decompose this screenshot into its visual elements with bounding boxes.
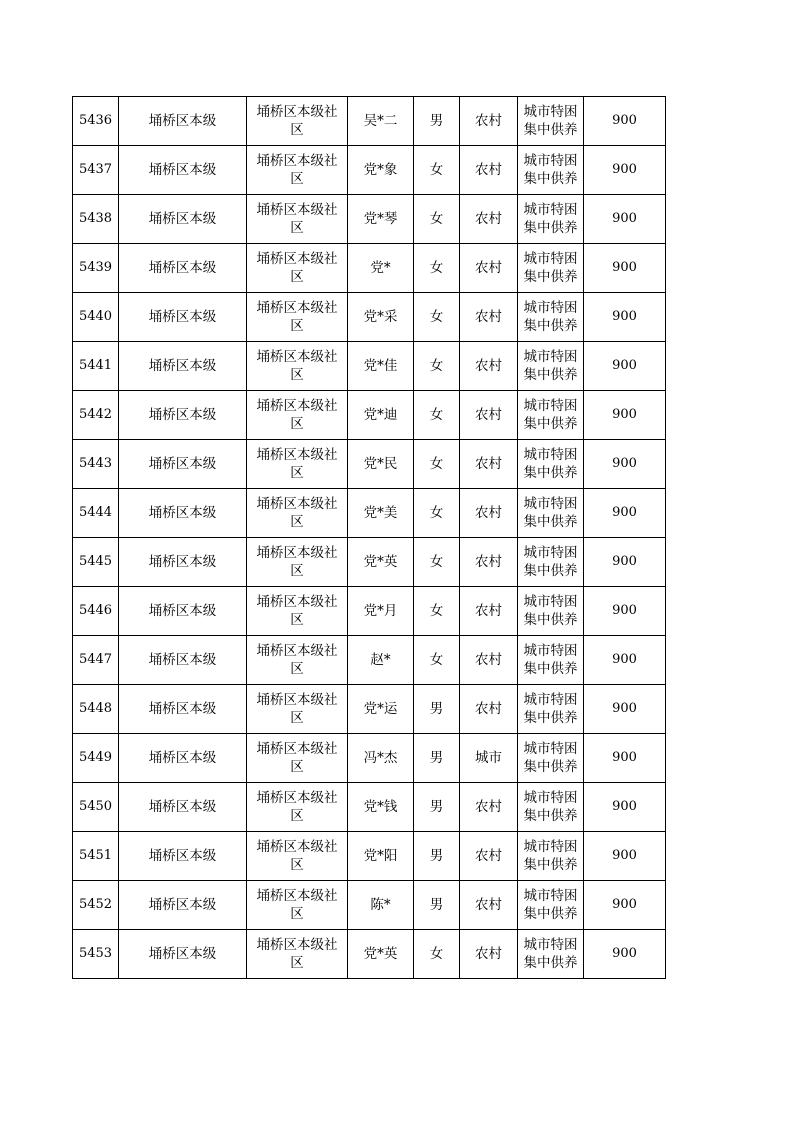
cell-id: 5436 — [73, 97, 119, 146]
cell-community-text: 埇桥区本级社区 — [256, 300, 338, 334]
cell-district: 埇桥区本级 — [119, 97, 247, 146]
table-row — [73, 636, 666, 685]
table-row — [73, 832, 666, 881]
cell-district: 埇桥区本级 — [119, 734, 247, 783]
cell-gender: 女 — [414, 930, 460, 979]
table-row — [73, 146, 666, 195]
cell-community — [247, 881, 348, 930]
cell-community — [247, 146, 348, 195]
cell-gender: 女 — [414, 244, 460, 293]
cell-district: 埇桥区本级 — [119, 930, 247, 979]
cell-community — [247, 587, 348, 636]
cell-community — [247, 734, 348, 783]
cell-gender: 女 — [414, 587, 460, 636]
cell-amount: 900 — [584, 538, 666, 587]
cell-area: 农村 — [460, 685, 518, 734]
cell-type-text: 城市特困集中供养 — [523, 153, 578, 187]
cell-district: 埇桥区本级 — [119, 244, 247, 293]
cell-area: 农村 — [460, 97, 518, 146]
cell-gender: 男 — [414, 97, 460, 146]
cell-type — [518, 636, 584, 685]
cell-area: 农村 — [460, 881, 518, 930]
cell-gender: 女 — [414, 489, 460, 538]
table-row — [73, 342, 666, 391]
cell-name: 党*采 — [348, 293, 414, 342]
cell-amount: 900 — [584, 244, 666, 293]
table-row — [73, 293, 666, 342]
cell-community-text: 埇桥区本级社区 — [256, 447, 338, 481]
cell-gender: 男 — [414, 685, 460, 734]
table-row — [73, 489, 666, 538]
table-row — [73, 538, 666, 587]
cell-area: 农村 — [460, 930, 518, 979]
cell-district: 埇桥区本级 — [119, 538, 247, 587]
cell-community-text: 埇桥区本级社区 — [256, 104, 338, 138]
cell-area: 农村 — [460, 538, 518, 587]
cell-area: 农村 — [460, 489, 518, 538]
cell-gender: 女 — [414, 293, 460, 342]
cell-name: 党*钱 — [348, 783, 414, 832]
cell-id: 5446 — [73, 587, 119, 636]
cell-community — [247, 342, 348, 391]
cell-type-text: 城市特困集中供养 — [523, 839, 578, 873]
cell-area: 农村 — [460, 783, 518, 832]
cell-type-text: 城市特困集中供养 — [523, 888, 578, 922]
cell-type — [518, 97, 584, 146]
cell-type-text: 城市特困集中供养 — [523, 251, 578, 285]
cell-district: 埇桥区本级 — [119, 587, 247, 636]
cell-area: 农村 — [460, 636, 518, 685]
table-row — [73, 244, 666, 293]
cell-type — [518, 489, 584, 538]
cell-community-text: 埇桥区本级社区 — [256, 692, 338, 726]
cell-district: 埇桥区本级 — [119, 440, 247, 489]
cell-type — [518, 244, 584, 293]
cell-amount: 900 — [584, 146, 666, 195]
cell-amount: 900 — [584, 881, 666, 930]
table-row — [73, 930, 666, 979]
cell-area: 城市 — [460, 734, 518, 783]
cell-gender: 男 — [414, 783, 460, 832]
cell-name: 赵* — [348, 636, 414, 685]
cell-community-text: 埇桥区本级社区 — [256, 937, 338, 971]
cell-community-text: 埇桥区本级社区 — [256, 643, 338, 677]
cell-name: 党*运 — [348, 685, 414, 734]
cell-name: 党*琴 — [348, 195, 414, 244]
cell-id: 5452 — [73, 881, 119, 930]
cell-name: 党* — [348, 244, 414, 293]
cell-area: 农村 — [460, 587, 518, 636]
cell-gender: 女 — [414, 636, 460, 685]
cell-gender: 男 — [414, 832, 460, 881]
cell-district: 埇桥区本级 — [119, 342, 247, 391]
cell-type — [518, 440, 584, 489]
cell-amount: 900 — [584, 685, 666, 734]
cell-district: 埇桥区本级 — [119, 146, 247, 195]
cell-amount: 900 — [584, 587, 666, 636]
cell-type-text: 城市特困集中供养 — [523, 790, 578, 824]
cell-amount: 900 — [584, 195, 666, 244]
table-row — [73, 685, 666, 734]
cell-community — [247, 636, 348, 685]
cell-name: 陈* — [348, 881, 414, 930]
cell-community-text: 埇桥区本级社区 — [256, 398, 338, 432]
cell-community-text: 埇桥区本级社区 — [256, 741, 338, 775]
table-row — [73, 783, 666, 832]
cell-area: 农村 — [460, 293, 518, 342]
table-row — [73, 97, 666, 146]
cell-type — [518, 293, 584, 342]
cell-name: 党*阳 — [348, 832, 414, 881]
cell-type — [518, 587, 584, 636]
cell-community — [247, 783, 348, 832]
table-row — [73, 391, 666, 440]
cell-gender: 女 — [414, 342, 460, 391]
cell-community — [247, 538, 348, 587]
cell-id: 5439 — [73, 244, 119, 293]
cell-district: 埇桥区本级 — [119, 685, 247, 734]
cell-area: 农村 — [460, 146, 518, 195]
cell-id: 5438 — [73, 195, 119, 244]
cell-community-text: 埇桥区本级社区 — [256, 839, 338, 873]
cell-name: 冯*杰 — [348, 734, 414, 783]
cell-area: 农村 — [460, 244, 518, 293]
cell-community-text: 埇桥区本级社区 — [256, 496, 338, 530]
cell-type — [518, 538, 584, 587]
cell-amount: 900 — [584, 930, 666, 979]
cell-type — [518, 342, 584, 391]
cell-name: 党*英 — [348, 538, 414, 587]
cell-area: 农村 — [460, 440, 518, 489]
cell-amount: 900 — [584, 342, 666, 391]
cell-id: 5437 — [73, 146, 119, 195]
cell-id: 5453 — [73, 930, 119, 979]
cell-community — [247, 391, 348, 440]
cell-community — [247, 97, 348, 146]
cell-community-text: 埇桥区本级社区 — [256, 349, 338, 383]
cell-amount: 900 — [584, 489, 666, 538]
cell-type — [518, 685, 584, 734]
cell-name: 党*迪 — [348, 391, 414, 440]
cell-type-text: 城市特困集中供养 — [523, 398, 578, 432]
roster-body — [73, 97, 666, 979]
cell-id: 5450 — [73, 783, 119, 832]
cell-district: 埇桥区本级 — [119, 832, 247, 881]
table-row — [73, 734, 666, 783]
cell-community-text: 埇桥区本级社区 — [256, 251, 338, 285]
cell-type-text: 城市特困集中供养 — [523, 447, 578, 481]
cell-type-text: 城市特困集中供养 — [523, 594, 578, 628]
cell-gender: 男 — [414, 881, 460, 930]
cell-type-text: 城市特困集中供养 — [523, 300, 578, 334]
cell-community — [247, 440, 348, 489]
cell-community-text: 埇桥区本级社区 — [256, 153, 338, 187]
cell-community-text: 埇桥区本级社区 — [256, 790, 338, 824]
cell-name: 党*英 — [348, 930, 414, 979]
cell-type-text: 城市特困集中供养 — [523, 104, 578, 138]
cell-district: 埇桥区本级 — [119, 391, 247, 440]
table-row — [73, 881, 666, 930]
cell-id: 5448 — [73, 685, 119, 734]
cell-type-text: 城市特困集中供养 — [523, 741, 578, 775]
cell-amount: 900 — [584, 734, 666, 783]
cell-type-text: 城市特困集中供养 — [523, 643, 578, 677]
cell-district: 埇桥区本级 — [119, 489, 247, 538]
cell-amount: 900 — [584, 832, 666, 881]
cell-community-text: 埇桥区本级社区 — [256, 545, 338, 579]
roster-table — [72, 96, 666, 979]
cell-community-text: 埇桥区本级社区 — [256, 888, 338, 922]
cell-name: 党*月 — [348, 587, 414, 636]
cell-amount: 900 — [584, 97, 666, 146]
cell-community — [247, 244, 348, 293]
cell-area: 农村 — [460, 195, 518, 244]
cell-amount: 900 — [584, 440, 666, 489]
cell-district: 埇桥区本级 — [119, 783, 247, 832]
cell-id: 5449 — [73, 734, 119, 783]
cell-community — [247, 489, 348, 538]
cell-type — [518, 146, 584, 195]
cell-district: 埇桥区本级 — [119, 293, 247, 342]
cell-type — [518, 832, 584, 881]
cell-id: 5445 — [73, 538, 119, 587]
cell-type — [518, 391, 584, 440]
cell-amount: 900 — [584, 783, 666, 832]
cell-type-text: 城市特困集中供养 — [523, 202, 578, 236]
cell-id: 5443 — [73, 440, 119, 489]
cell-id: 5441 — [73, 342, 119, 391]
cell-gender: 女 — [414, 538, 460, 587]
cell-community-text: 埇桥区本级社区 — [256, 202, 338, 236]
cell-id: 5447 — [73, 636, 119, 685]
cell-area: 农村 — [460, 391, 518, 440]
cell-type-text: 城市特困集中供养 — [523, 496, 578, 530]
cell-community — [247, 832, 348, 881]
cell-community — [247, 195, 348, 244]
cell-type — [518, 195, 584, 244]
cell-type — [518, 734, 584, 783]
cell-type — [518, 930, 584, 979]
cell-type — [518, 881, 584, 930]
table-row — [73, 587, 666, 636]
cell-id: 5444 — [73, 489, 119, 538]
cell-id: 5442 — [73, 391, 119, 440]
cell-gender: 女 — [414, 195, 460, 244]
cell-area: 农村 — [460, 832, 518, 881]
cell-gender: 女 — [414, 391, 460, 440]
cell-district: 埇桥区本级 — [119, 636, 247, 685]
cell-type-text: 城市特困集中供养 — [523, 545, 578, 579]
cell-id: 5440 — [73, 293, 119, 342]
cell-amount: 900 — [584, 636, 666, 685]
cell-type-text: 城市特困集中供养 — [523, 349, 578, 383]
cell-community — [247, 293, 348, 342]
cell-community-text: 埇桥区本级社区 — [256, 594, 338, 628]
cell-community — [247, 930, 348, 979]
cell-gender: 女 — [414, 440, 460, 489]
table-row — [73, 195, 666, 244]
cell-amount: 900 — [584, 293, 666, 342]
cell-name: 党*佳 — [348, 342, 414, 391]
cell-name: 党*象 — [348, 146, 414, 195]
cell-name: 党*美 — [348, 489, 414, 538]
cell-district: 埇桥区本级 — [119, 881, 247, 930]
cell-name: 吴*二 — [348, 97, 414, 146]
cell-id: 5451 — [73, 832, 119, 881]
cell-area: 农村 — [460, 342, 518, 391]
cell-gender: 男 — [414, 734, 460, 783]
cell-district: 埇桥区本级 — [119, 195, 247, 244]
cell-name: 党*民 — [348, 440, 414, 489]
cell-gender: 女 — [414, 146, 460, 195]
cell-type — [518, 783, 584, 832]
cell-type-text: 城市特困集中供养 — [523, 692, 578, 726]
cell-community — [247, 685, 348, 734]
cell-type-text: 城市特困集中供养 — [523, 937, 578, 971]
cell-amount: 900 — [584, 391, 666, 440]
table-row — [73, 440, 666, 489]
